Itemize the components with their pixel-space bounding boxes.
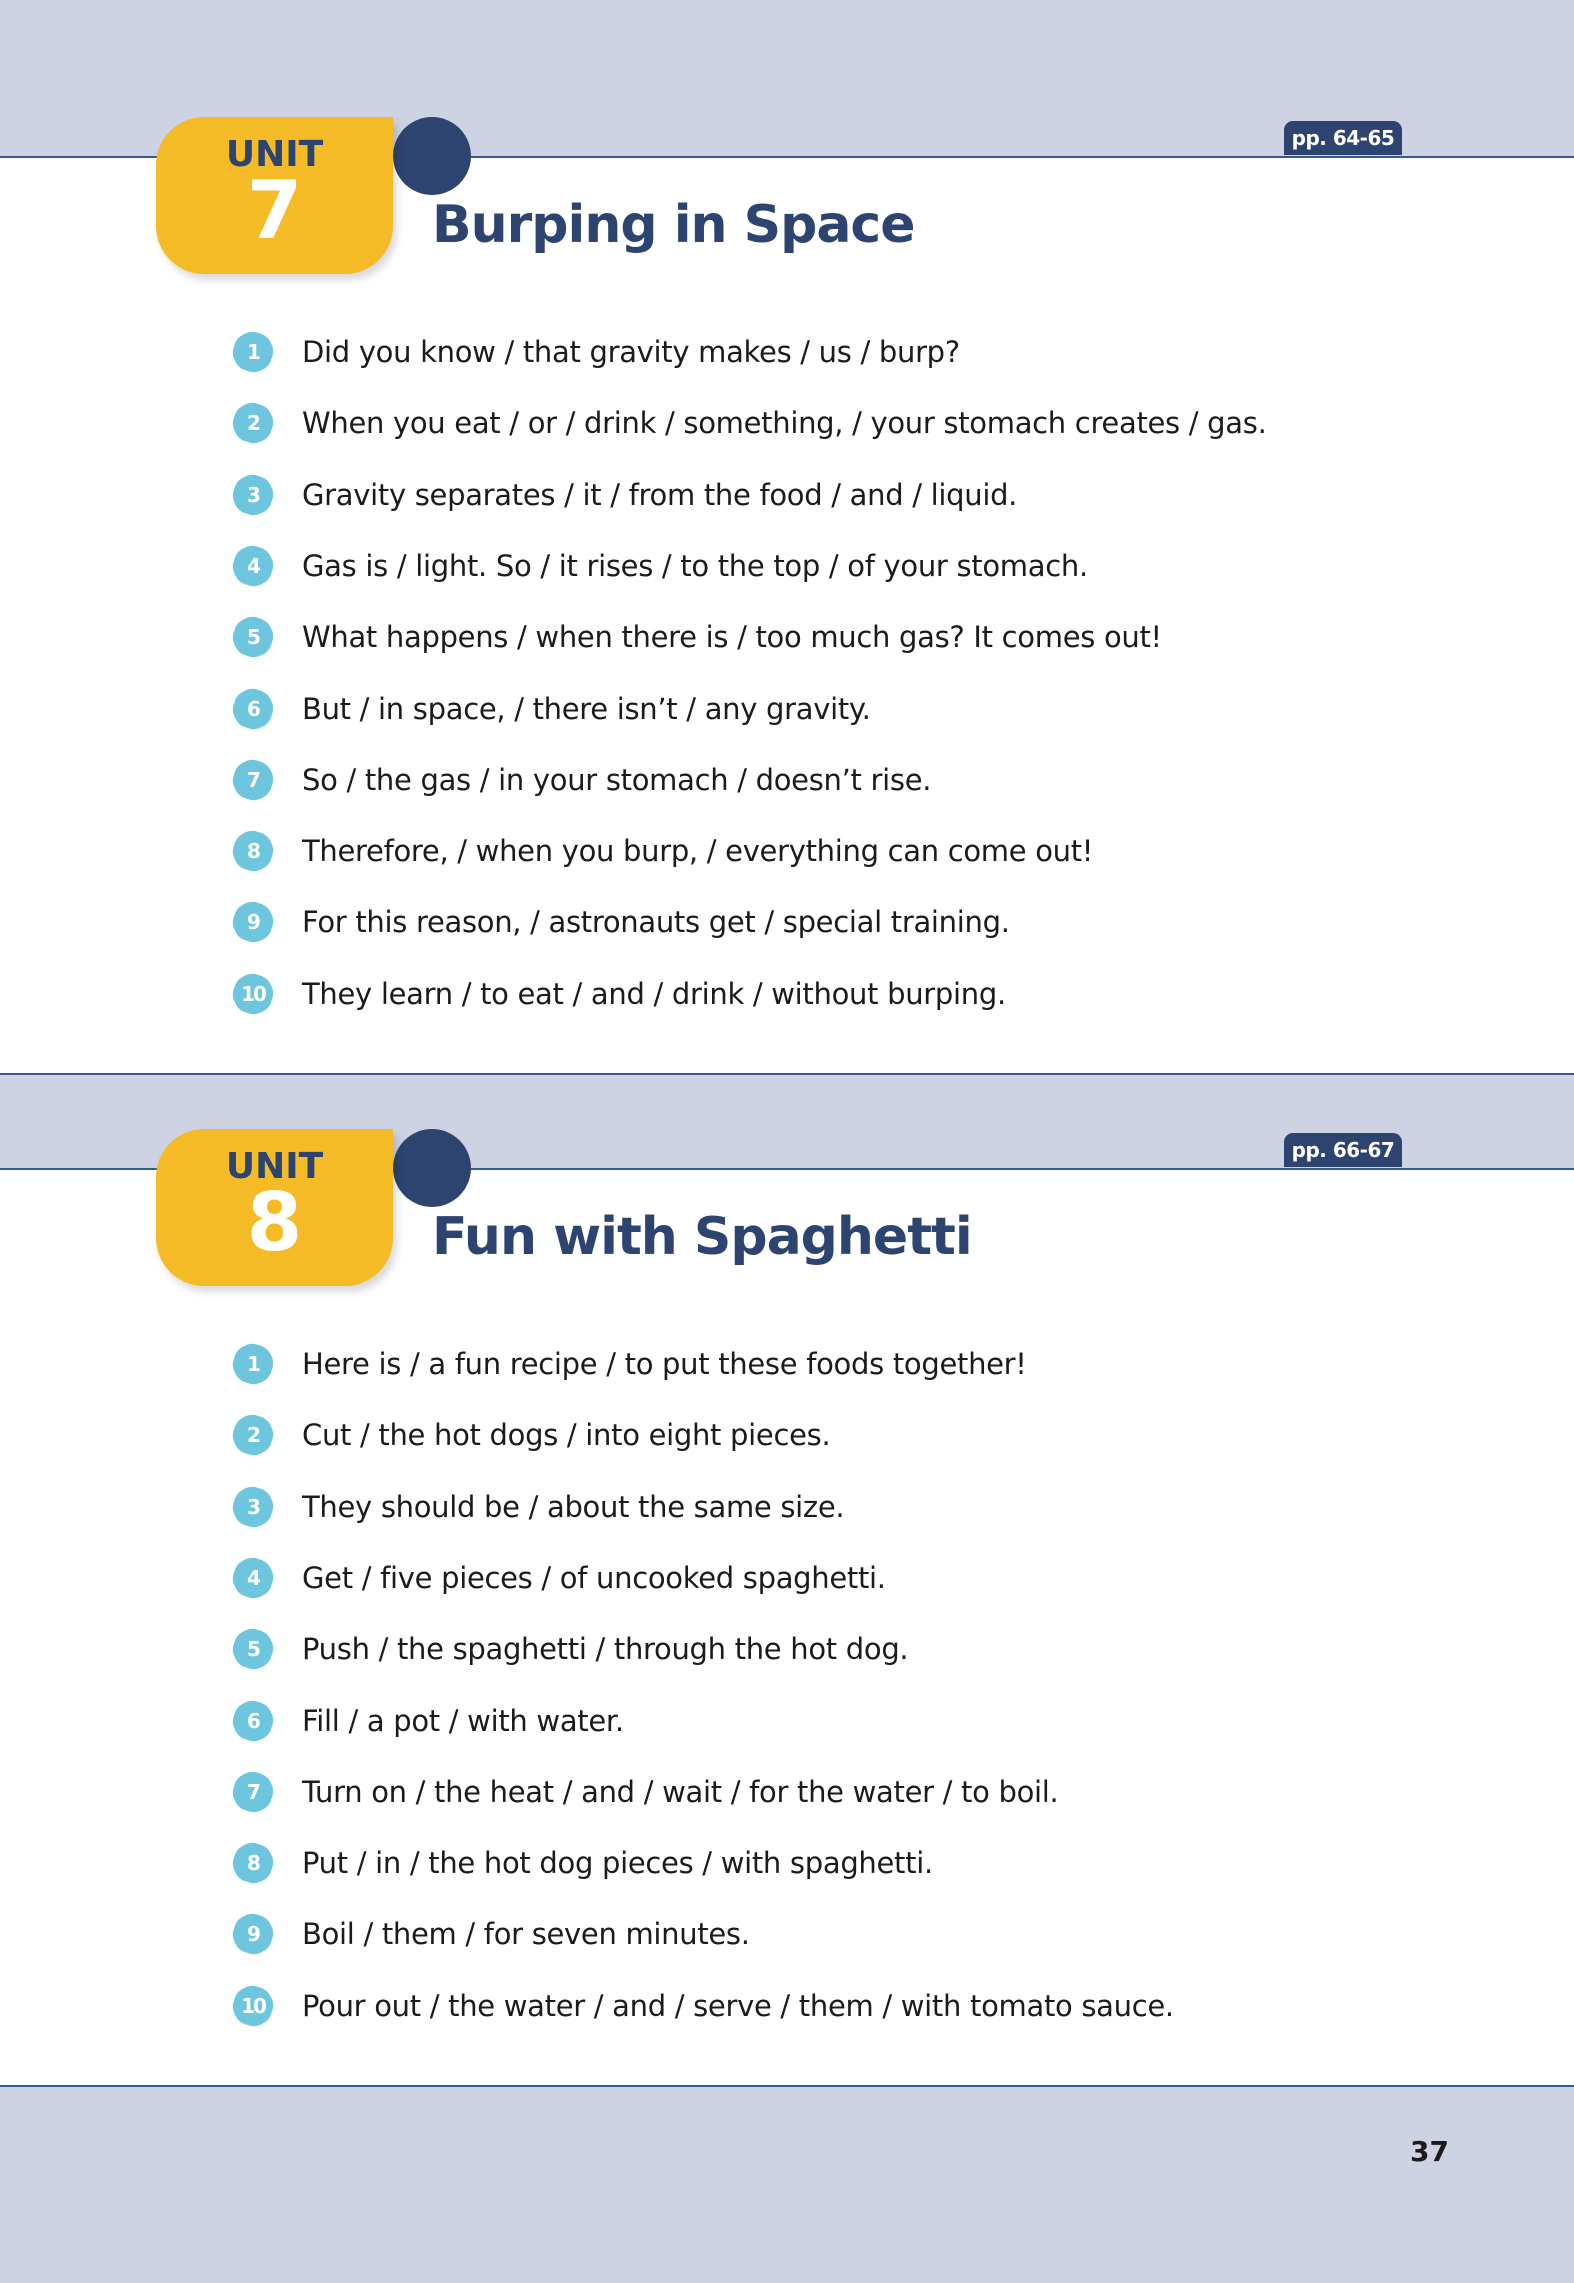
sentence-number: 10 <box>241 981 265 1006</box>
sentence-number: 4 <box>247 553 259 578</box>
sentence-number-flower-icon <box>234 1488 272 1526</box>
sentence-number: 9 <box>247 910 259 935</box>
badge-tab-decoration <box>393 1129 471 1207</box>
sentence-number-flower-icon <box>234 1987 272 2025</box>
sentence-text: They should be / about the same size. <box>302 1489 845 1524</box>
sentence-text: For this reason, / astronauts get / special training. <box>302 905 1010 940</box>
sentence-number: 7 <box>247 767 259 792</box>
sentence-number: 2 <box>247 1423 259 1448</box>
sentence-row <box>234 683 871 735</box>
unit-number: 7 <box>246 164 303 257</box>
sentence-number-flower-icon <box>234 1630 272 1668</box>
sentence-number-flower-icon <box>234 975 272 1013</box>
sentence-number: 6 <box>247 1708 259 1733</box>
sentence-number-flower-icon <box>234 1844 272 1882</box>
sentence-row <box>234 1766 1058 1818</box>
unit-badge <box>156 1129 393 1286</box>
sentence-number: 5 <box>247 1637 259 1662</box>
sentence-row <box>234 1623 908 1675</box>
sentence-number-flower-icon <box>234 1773 272 1811</box>
sentence-text: Fill / a pot / with water. <box>302 1703 624 1738</box>
sentence-text: Gravity separates / it / from the food / and / liquid. <box>302 477 1018 512</box>
unit7-page-reference: pp. 64-65 <box>1284 121 1402 155</box>
unit8-page-reference: pp. 66-67 <box>1284 1133 1402 1167</box>
sentence-number-flower-icon <box>234 618 272 656</box>
sentence-number: 8 <box>247 839 259 864</box>
sentence-row <box>234 469 1017 521</box>
badge-tab-decoration <box>393 117 471 195</box>
sentence-text: They learn / to eat / and / drink / without burping. <box>302 976 1006 1011</box>
sentence-number-flower-icon <box>234 333 272 371</box>
sentence-number-flower-icon <box>234 1416 272 1454</box>
sentence-row <box>234 1481 844 1533</box>
sentence-number: 3 <box>247 1494 259 1519</box>
sentence-text: Cut / the hot dogs / into eight pieces. <box>302 1418 831 1453</box>
sentence-text: Turn on / the heat / and / wait / for the water / to boil. <box>302 1774 1059 1809</box>
sentence-number: 7 <box>247 1779 259 1804</box>
unit-badge <box>156 117 393 274</box>
page-number: 37 <box>1410 2135 1449 2168</box>
sentence-number: 10 <box>241 1993 265 2018</box>
sentence-number: 9 <box>247 1922 259 1947</box>
unit7-badge <box>156 117 476 277</box>
sentence-number: 4 <box>247 1565 259 1590</box>
sentence-text: What happens / when there is / too much gas? It comes out! <box>302 620 1162 655</box>
sentence-number-flower-icon <box>234 547 272 585</box>
sentence-number-flower-icon <box>234 476 272 514</box>
sentence-row <box>234 754 931 806</box>
sentence-number-flower-icon <box>234 832 272 870</box>
sentence-text: Push / the spaghetti / through the hot dog. <box>302 1632 909 1667</box>
sentence-row <box>234 1409 830 1461</box>
sentence-number-flower-icon <box>234 404 272 442</box>
sentence-text: Get / five pieces / of uncooked spaghetti. <box>302 1560 886 1595</box>
sentence-text: Pour out / the water / and / serve / them / with tomato sauce. <box>302 1988 1174 2023</box>
sentence-row <box>234 540 1088 592</box>
sentence-text: When you eat / or / drink / something, / your stomach creates / gas. <box>302 406 1267 441</box>
unit7-title: Burping in Space <box>432 195 915 255</box>
sentence-number: 3 <box>247 482 259 507</box>
sentence-number: 5 <box>247 625 259 650</box>
sentence-text: Therefore, / when you burp, / everything can come out! <box>302 834 1094 869</box>
unit-number: 8 <box>246 1176 303 1269</box>
sentence-text: So / the gas / in your stomach / doesn’t rise. <box>302 762 932 797</box>
sentence-number: 1 <box>247 340 259 364</box>
sentence-number-flower-icon <box>234 1559 272 1597</box>
sentence-row <box>234 1980 1174 2032</box>
sentence-number-flower-icon <box>234 1345 272 1383</box>
sentence-row <box>234 397 1266 449</box>
sentence-text: Put / in / the hot dog pieces / with spaghetti. <box>302 1846 933 1881</box>
unit-label: UNIT <box>225 134 324 175</box>
sentence-number: 1 <box>247 1352 259 1376</box>
sentence-number-flower-icon <box>234 690 272 728</box>
sentence-row <box>234 896 1010 948</box>
sentence-number: 8 <box>247 1851 259 1876</box>
sentence-row <box>234 611 1162 663</box>
sentence-text: Did you know / that gravity makes / us / burp? <box>302 335 960 369</box>
sentence-number: 2 <box>247 411 259 436</box>
sentence-row <box>234 1552 886 1604</box>
sentence-text: Boil / them / for seven minutes. <box>302 1917 750 1952</box>
sentence-number-flower-icon <box>234 1915 272 1953</box>
sentence-text: Here is / a fun recipe / to put these foods together! <box>302 1347 1027 1381</box>
sentence-row <box>234 326 960 378</box>
sentence-number-flower-icon <box>234 903 272 941</box>
unit8-badge <box>156 1129 476 1289</box>
sentence-row <box>234 825 1093 877</box>
unit-label: UNIT <box>225 1146 324 1187</box>
sentence-row <box>234 1695 624 1747</box>
sentence-row <box>234 968 1006 1020</box>
sentence-row <box>234 1908 750 1960</box>
sentence-row <box>234 1837 933 1889</box>
sentence-number-flower-icon <box>234 1702 272 1740</box>
sentence-row <box>234 1338 1027 1390</box>
unit8-title: Fun with Spaghetti <box>432 1207 972 1267</box>
sentence-number-flower-icon <box>234 761 272 799</box>
sentence-text: But / in space, / there isn’t / any gravity. <box>302 691 871 726</box>
sentence-number: 6 <box>247 696 259 721</box>
sentence-text: Gas is / light. So / it rises / to the top / of your stomach. <box>302 548 1088 583</box>
